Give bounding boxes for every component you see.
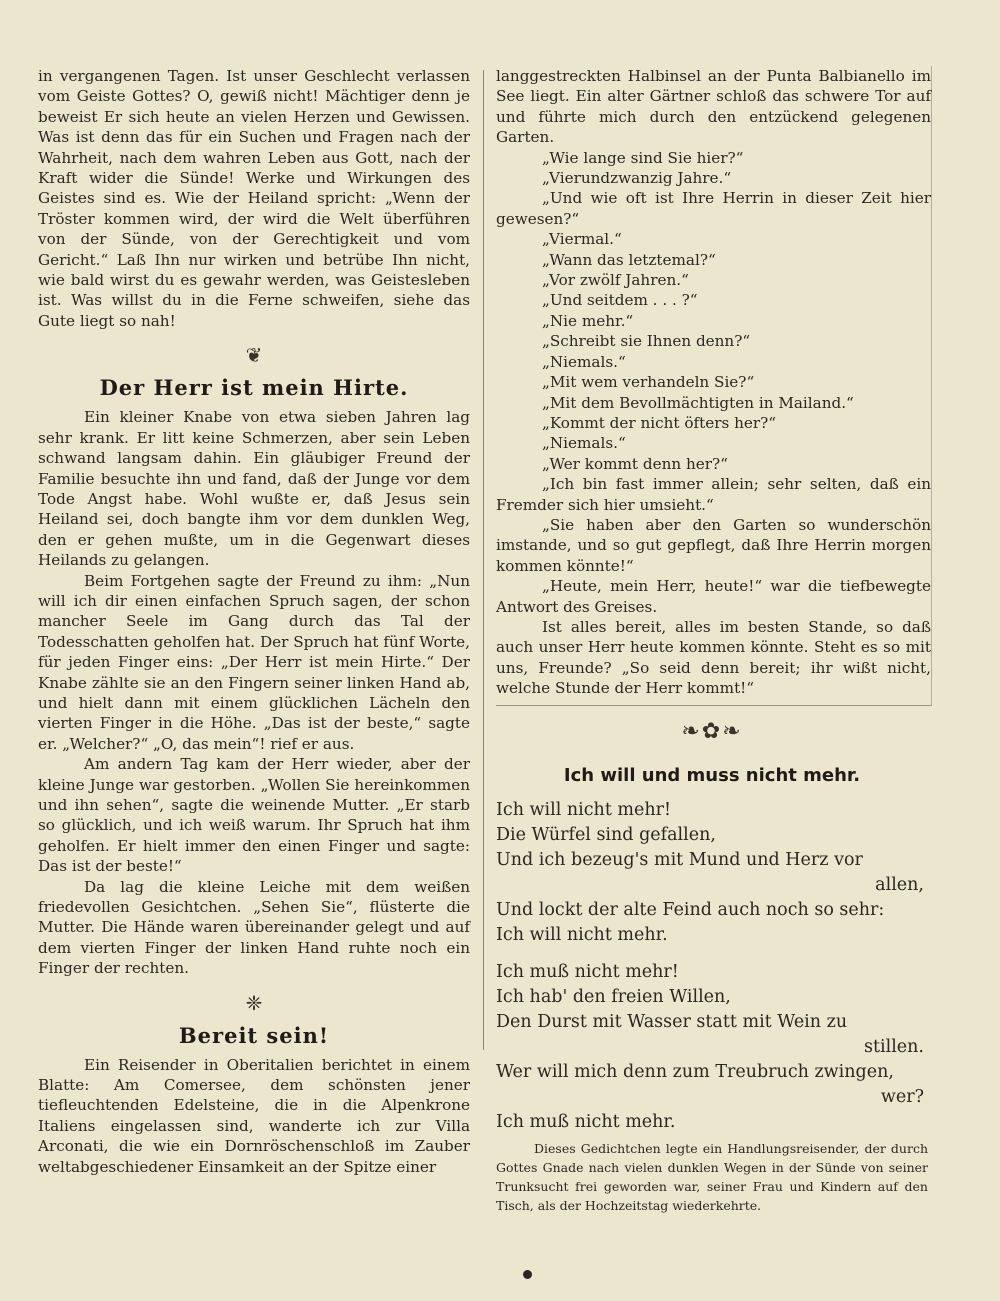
article-title-herr-hirte: Der Herr ist mein Hirte. [99, 375, 409, 401]
dialogue-line: „Wie lange sind Sie hier?“ [542, 148, 744, 167]
dialogue-line: „Wer kommt denn her?“ [542, 454, 728, 473]
dialogue-line: „Mit dem Bevollmächtigten in Mailand.“ [542, 393, 854, 412]
left-column [38, 66, 470, 1177]
article-1-paragraph: Beim Fortgehen sagte der Freund zu ihm: „Nun will ich dir einen einfachen Spruch sagen, der schon mancher Seele im Gang durch das Tal der Todesschatten geholfen hat. Der Spruch hat fünf Worte, für jeden Finger eins: „Der Herr ist mein Hirte.“ Der Knabe zählte sie an den Fingern seiner linken Hand ab, und hielt dann mit einem glücklichen Lächeln den vierten Finger in die Höhe. „Das ist der beste,“ sagte er. „Welcher?“ „O, das mein“! rief er aus. [38, 571, 470, 753]
bullet-dot-icon [523, 1270, 532, 1279]
article-1-paragraph: Am andern Tag kam der Herr wieder, aber der kleine Junge war gestorben. „Wollen Sie hereinkommen und ihn sehen“, sagte die weinende Mutter. „Er starb so glücklich, und ich weiß warum. Ihr Spruch hat ihm geholfen. Er hielt immer den einen Finger und sagte: Das ist der beste!“ [38, 755, 470, 876]
dialogue-line: „Und seitdem . . . ?“ [542, 291, 698, 310]
dialogue-line: „Kommt der nicht öfters her?“ [542, 413, 777, 432]
dialogue-line: „Vor zwölf Jahren.“ [542, 271, 689, 290]
stanza-gap [496, 948, 928, 960]
dialogue-line: „Viermal.“ [542, 230, 622, 249]
poem-line: allen, [875, 874, 924, 895]
dialogue-line: „Sie haben aber den Garten so wunderschön imstande, und so gut gepflegt, daß Ihre Herrin morgen kommen könnte!“ [496, 515, 931, 575]
ornament-icon: ❦ [245, 343, 263, 368]
poem-line: wer? [880, 1086, 924, 1107]
closing-paragraph: Ist alles bereit, alles im besten Stande, so daß auch unser Herr heute kommen könnte. Steht es so mit uns, Freunde? „So seid denn bereit; ihr wißt nicht, welche Stunde der Herr kommt!“ [496, 617, 931, 698]
poem-line: Und ich bezeug's mit Mund und Herz vor [496, 849, 863, 870]
poem-stanza [496, 960, 928, 1135]
poem-line: Die Würfel sind gefallen, [496, 824, 716, 845]
continuation-paragraph: langgestreckten Halbinsel an der Punta Balbianello im See liegt. Ein alter Gärtner schloß das schwere Tor auf und führte mich durch den entzückend gelegenen Garten. [496, 67, 931, 147]
poem-line: Ich muß nicht mehr. [496, 1111, 676, 1132]
dialogue-line: „Wann das letztemal?“ [542, 250, 716, 269]
right-column [496, 66, 931, 1215]
dialogue-line: „Schreibt sie Ihnen denn?“ [542, 332, 751, 351]
poem-line: stillen. [864, 1036, 924, 1057]
poem-line: Ich hab' den freien Willen, [496, 986, 731, 1007]
article-1-paragraph: Ein kleiner Knabe von etwa sieben Jahren lag sehr krank. Er litt keine Schmerzen, aber sein Leben schwand langsam dahin. Ein gläubiger Freund der Familie besuchte ihn und fand, daß der Junge vor dem Tode Angst habe. Wohl wußte er, daß Jesus sein Heiland sei, doch bangte ihm vor dem dunklen Weg, den er gehen mußte, um in die Gegenwart dieses Heilands zu gelangen. [38, 408, 470, 570]
dialogue-line: „Niemals.“ [542, 352, 626, 371]
dialogue-line: „Heute, mein Herr, heute!“ war die tiefbewegte Antwort des Greises. [496, 577, 931, 616]
dialogue-line: „Mit wem verhandeln Sie?“ [542, 373, 755, 392]
dialogue-line: „Ich bin fast immer allein; sehr selten, daß ein Fremder sich hier umsieht.“ [496, 475, 931, 514]
dialogue-line: „Nie mehr.“ [542, 311, 634, 330]
poem-note: Dieses Gedichtchen legte ein Handlungsreisender, der durch Gottes Gnade nach vielen dunklen Wegen in der Sünde von seiner Trunksucht frei geworden war, seiner Frau und Kindern auf den Tisch, als der Hochzeitstag wiederkehrte. [496, 1140, 928, 1213]
poem-line: Wer will mich denn zum Treubruch zwingen, [496, 1061, 894, 1082]
floral-ornament-icon: ❧✿❧ [681, 718, 743, 744]
bereit-sein-continuation [496, 66, 932, 706]
intro-paragraph: in vergangenen Tagen. Ist unser Geschlecht verlassen vom Geiste Gottes? O, gewiß nicht! Mächtiger denn je beweist Er sich heute an vielen Herzen und Gewissen. Was ist denn das für ein Suchen und Fragen nach der Wahrheit, nach dem wahren Leben aus Gott, nach der Kraft wider die Sünde! Werke und Wirkungen des Geistes sind es. Wie der Heiland spricht: „Wenn der Tröster kommen wird, der wird die Welt überführen von der Sünde, von der Gerechtigkeit und vom Gericht.“ Laß Ihn nur wirken und betrübe Ihn nicht, wie bald wirst du es gewahr werden, was Geistesleben ist. Was willst du in die Ferne schweifen, siehe das Gute liegt so nah! [38, 67, 470, 330]
dialogue-line: „Und wie oft ist Ihre Herrin in dieser Zeit hier gewesen?“ [496, 189, 931, 228]
poem-title: Ich will und muss nicht mehr. [563, 764, 861, 786]
poem-line: Den Durst mit Wasser statt mit Wein zu [496, 1011, 848, 1032]
article-1-paragraph: Da lag die kleine Leiche mit dem weißen friedevollen Gesichtchen. „Sehen Sie“, flüsterte die Mutter. Die Hände waren übereinander gelegt und auf dem vierten Finger der linken Hand ruhte noch ein Finger der rechten. [38, 877, 470, 978]
poem-line: Und lockt der alte Feind auch noch so sehr: [496, 899, 885, 920]
dialogue-line: „Niemals.“ [542, 434, 626, 453]
poem-stanza [496, 798, 928, 948]
ornament-icon: ❈ [245, 990, 263, 1015]
dialogue-line: „Vierundzwanzig Jahre.“ [542, 169, 732, 188]
poem-line: Ich will nicht mehr. [496, 924, 668, 945]
article-2-paragraph: Ein Reisender in Oberitalien berichtet in einem Blatte: Am Comersee, dem schönsten jener tiefleuchtenden Edelsteine, die in die Alpenkrone Italiens eingelassen sind, wanderte ich zur Villa Arconati, die wie ein Dornröschenschloß im Zauber weltabgeschiedener Einsamkeit an der Spitze einer [38, 1055, 470, 1176]
column-divider [483, 70, 484, 1050]
article-title-bereit-sein: Bereit sein! [178, 1022, 330, 1048]
poem-line: Ich muß nicht mehr! [496, 961, 679, 982]
poem-line: Ich will nicht mehr! [496, 799, 672, 820]
